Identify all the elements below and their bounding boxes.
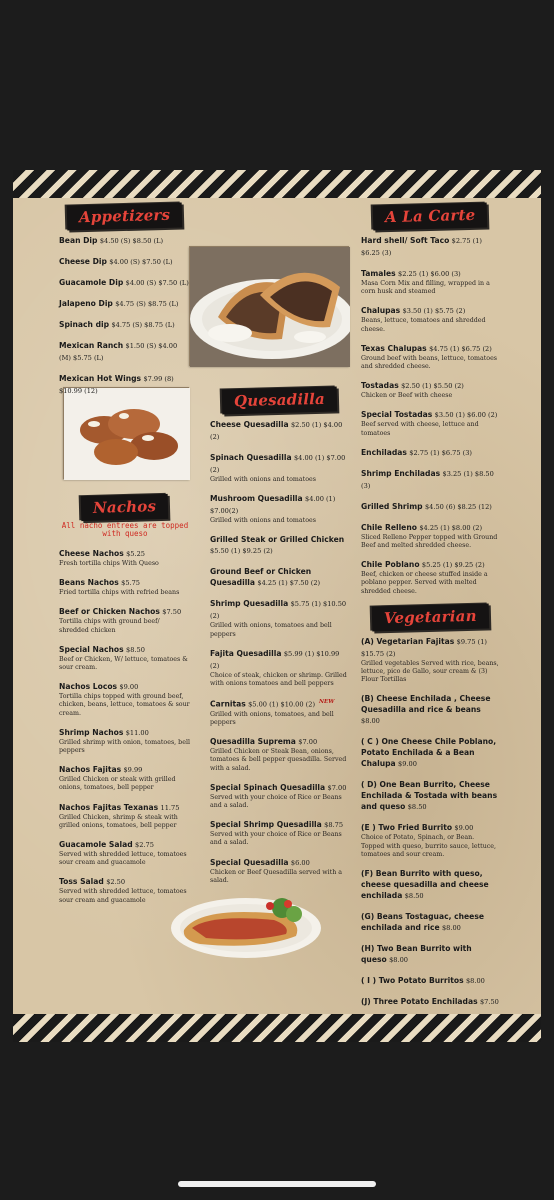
- menu-item: [361, 822, 499, 859]
- item-name: Nachos Locos: [59, 682, 118, 692]
- item-name: Grilled Shrimp: [361, 501, 423, 511]
- item-price: $2.75: [135, 841, 154, 850]
- item-name: Shrimp Quesadilla: [210, 599, 289, 609]
- menu-item: [210, 697, 348, 727]
- item-name: Special Spinach Quesadilla: [210, 782, 326, 792]
- menu-item: [59, 727, 191, 755]
- menu-item: [210, 857, 348, 885]
- item-price: $5.25 (1) $9.25 (2): [421, 561, 485, 570]
- item-price: $7.50: [479, 998, 499, 1007]
- item-price: $9.99: [123, 766, 143, 775]
- item-description: Served with your choice of Rice or Beans and a salad.: [210, 793, 342, 809]
- appetizers-list: [59, 235, 191, 397]
- menu-item: [210, 534, 348, 557]
- item-price: $4.75 (1) $6.75 (2): [429, 344, 492, 353]
- item-price: $2.75 (1) $6.25 (3): [361, 237, 482, 257]
- item-description: Grilled with onions and tomatoes: [210, 517, 316, 525]
- item-description: Masa Corn Mix and filling, wrapped in a corn husk and steamed: [361, 280, 490, 296]
- item-price: $2.50 (1) $4.00 (2): [210, 421, 343, 441]
- item-name: Nachos Fajitas Texanas: [59, 802, 159, 812]
- quesadilla-list: [210, 419, 348, 885]
- item-price: $9.00: [119, 683, 139, 692]
- menu-item: [361, 522, 499, 550]
- menu-item: [361, 693, 499, 727]
- item-price: $7.50: [162, 608, 182, 617]
- menu-item: [361, 868, 499, 902]
- item-price: $4.50 (6) $8.25 (12): [424, 502, 492, 511]
- menu-item: [59, 681, 191, 718]
- item-description: Tortilla chips with ground beef/ shredded chicken: [59, 618, 160, 634]
- item-name: ( C ) One Cheese Chile Poblano, Potato Enchilada & a Bean Chalupa: [361, 737, 497, 769]
- item-description: Sliced Relleno Pepper topped with Ground Beef and melted shredded cheese.: [361, 533, 498, 550]
- bottom-stripe-border: [13, 1014, 541, 1042]
- item-description: Fried tortilla chips with refried beans: [59, 589, 180, 597]
- middle-column: [210, 388, 348, 894]
- quesadilla-heading: Quesadilla: [221, 386, 337, 414]
- item-price: $4.75 (S) $8.75 (L): [115, 300, 179, 308]
- menu-item: [59, 319, 191, 331]
- item-name: Nachos Fajitas: [59, 765, 122, 775]
- item-description: Served with your choice of Rice or Beans and a salad.: [210, 831, 342, 847]
- item-price: $9.00: [398, 760, 417, 769]
- item-name: Hard shell/ Soft Taco: [361, 236, 450, 245]
- menu-item: [59, 577, 191, 597]
- item-description: Beef, chicken or cheese stuffed inside a poblano pepper. Served with melted shredded cheese.: [361, 571, 488, 595]
- nachos-heading: Nachos: [81, 494, 169, 521]
- menu-item: [59, 235, 191, 247]
- menu-item: [59, 548, 191, 568]
- item-price: $2.50 (1) $5.50 (2): [401, 382, 464, 391]
- burrito-image: [170, 892, 322, 960]
- menu-item: [361, 736, 499, 770]
- top-stripe-border: [13, 170, 541, 198]
- item-price: $9.00: [454, 824, 474, 833]
- item-description: Grilled Chicken or steak with grilled onions, tomatoes, bell pepper: [59, 776, 176, 792]
- item-name: Cheese Dip: [59, 257, 107, 266]
- item-description: Fresh tortilla chips With Queso: [59, 560, 159, 567]
- item-price: $3.25 (1) $8.50 (3): [361, 469, 494, 490]
- menu-item: [361, 409, 499, 437]
- menu-item: [210, 419, 348, 443]
- menu-item: [59, 839, 191, 867]
- menu-item: [361, 779, 499, 813]
- menu-item: [59, 764, 191, 792]
- item-description: Grilled vegetables Served with rice, beans, lettuce, pico de Gallo, sour cream & (3) Flour Tortillas: [361, 659, 499, 684]
- item-price: $1.50 (S) $4.00 (M) $5.75 (L): [59, 342, 178, 362]
- item-description: Choice of steak, chicken or shrimp. Grilled with onions tomatoes and bell peppers: [210, 671, 347, 688]
- appetizers-heading: Appetizers: [67, 202, 183, 230]
- item-name: (E ) Two Fried Burrito: [361, 823, 453, 833]
- item-name: Tostadas: [361, 381, 399, 391]
- item-description: Chicken or Beef Quesadilla served with a salad.: [210, 868, 343, 884]
- item-description: Chicken or Beef with cheese: [361, 392, 453, 400]
- menu-item: [361, 235, 499, 259]
- item-price: $4.25 (1) $8.00 (2): [419, 523, 483, 532]
- nachos-list: [59, 548, 191, 905]
- burrito-plate-photo: [170, 892, 322, 960]
- menu-item: [59, 644, 191, 672]
- menu-item: [361, 559, 499, 596]
- menu-item: [210, 566, 348, 589]
- item-name: Beef or Chicken Nachos: [59, 607, 160, 617]
- item-price: $2.50: [106, 878, 126, 887]
- menu-item: [210, 452, 348, 484]
- item-price: $9.75 (1) $15.75 (2): [361, 637, 487, 658]
- item-description: Ground beef with beans, lettuce, tomatoes and shredded cheese.: [361, 354, 498, 371]
- item-name: Chalupas: [361, 306, 401, 316]
- a-la-carte-heading: A La Carte: [372, 203, 487, 231]
- item-description: Grilled with onions, tomatoes, and bell peppers: [210, 710, 334, 726]
- item-name: Special Tostadas: [361, 410, 433, 420]
- menu-item: [361, 268, 499, 296]
- item-price: $2.25 (1) $6.00 (3): [398, 270, 461, 278]
- vegetarian-list: [361, 636, 499, 1029]
- item-name: Tamales: [361, 269, 396, 278]
- item-price: $5.50 (1) $9.25 (2): [210, 547, 273, 556]
- menu-item: [59, 340, 191, 364]
- item-price: $4.50 (S) $8.50 (L): [99, 237, 164, 245]
- item-description: Grilled Chicken, shrimp & steak with grilled onions, tomatoes, bell pepper: [59, 813, 178, 829]
- vegetarian-heading: Vegetarian: [371, 603, 488, 631]
- menu-item: [361, 468, 499, 492]
- item-price: $7.00: [298, 738, 318, 747]
- menu-item: [210, 782, 348, 810]
- item-name: Fajita Quesadilla: [210, 648, 282, 658]
- item-description: Beans, lettuce, tomatoes and shredded cheese.: [361, 317, 486, 333]
- item-name: (B) Cheese Enchilada , Cheese Quesadilla and rice & beans: [361, 694, 491, 715]
- menu-item: [59, 373, 191, 397]
- menu-item: [361, 343, 499, 371]
- menu-page: [13, 170, 541, 1042]
- menu-item: [361, 975, 499, 987]
- item-name: Cheese Quesadilla: [210, 420, 289, 429]
- item-price: $8.50: [404, 892, 424, 901]
- menu-item: [361, 447, 499, 459]
- menu-item: [59, 277, 191, 289]
- item-description: Grilled with onions, tomatoes and bell peppers: [210, 622, 332, 638]
- item-name: Quesadilla Suprema: [210, 737, 296, 747]
- item-description: Grilled shrimp with onion, tomatoes, bell peppers: [59, 738, 190, 755]
- item-name: Toss Salad: [59, 877, 104, 887]
- menu-item: [59, 802, 191, 830]
- item-name: (A) Vegetarian Fajitas: [361, 636, 455, 646]
- item-name: Bean Dip: [59, 236, 98, 245]
- menu-item: [59, 606, 191, 634]
- item-name: Cheese Nachos: [59, 549, 124, 558]
- new-tag: NEW: [319, 699, 335, 706]
- item-name: Mushroom Quesadilla: [210, 494, 303, 504]
- item-name: (J) Three Potato Enchiladas: [361, 997, 478, 1007]
- item-price: $7.00: [327, 783, 347, 792]
- item-name: Spinach dip: [59, 320, 110, 329]
- item-price: $5.00 (1) $10.00 (2): [248, 700, 316, 709]
- menu-item: [59, 256, 191, 268]
- menu-item: [59, 876, 191, 904]
- item-price: $7.99 (8) $10.99 (12): [59, 375, 174, 395]
- item-name: Special Nachos: [59, 644, 124, 654]
- item-price: $4.00 (S) $7.50 (L): [109, 258, 173, 266]
- item-name: Texas Chalupas: [361, 343, 427, 353]
- a-la-carte-list: [361, 235, 499, 596]
- item-price: 11.75: [160, 803, 180, 812]
- item-name: Guacamole Dip: [59, 278, 124, 287]
- item-price: $3.50 (1) $5.75 (2): [402, 307, 466, 316]
- item-price: $8.00: [361, 717, 380, 726]
- item-price: $8.00: [441, 924, 461, 933]
- item-name: Ground Beef or Chicken Quesadilla: [210, 567, 312, 588]
- item-price: $8.00: [389, 956, 408, 965]
- menu-item: [59, 298, 191, 310]
- item-price: $8.75: [324, 821, 344, 830]
- menu-item: [361, 996, 499, 1008]
- item-price: $3.50 (1) $6.00 (2): [434, 411, 498, 420]
- item-description: Served with shredded lettuce, tomatoes sour cream and guacamole: [59, 851, 187, 867]
- menu-item: [361, 911, 499, 934]
- item-price: $6.00: [290, 858, 310, 867]
- item-name: ( I ) Two Potato Burritos: [361, 976, 464, 986]
- item-name: Enchiladas: [361, 447, 407, 457]
- item-price: $8.50: [407, 803, 427, 812]
- item-price: $2.75 (1) $6.75 (3): [409, 448, 473, 457]
- item-name: (F) Bean Burrito with queso, cheese quesadilla and cheese enchilada: [361, 869, 489, 901]
- menu-item: [361, 305, 499, 333]
- tacos-image: [190, 247, 350, 367]
- menu-item: [210, 819, 348, 847]
- item-name: (G) Beans Tostaguac, cheese enchilada and rice: [361, 912, 484, 933]
- item-price: $5.75 (1) $10.50 (2): [210, 600, 347, 621]
- item-name: Mexican Hot Wings: [59, 374, 142, 383]
- item-price: $5.99 (1) $10.99 (2): [210, 649, 340, 670]
- item-price: $4.00 (1) $7.00 (2): [210, 454, 346, 474]
- item-name: Jalapeno Dip: [59, 299, 113, 308]
- item-name: (H) Two Bean Burrito with queso: [361, 944, 472, 965]
- menu-item: [361, 636, 499, 685]
- right-column: [361, 204, 499, 1038]
- item-name: Spinach Quesadilla: [210, 453, 292, 462]
- item-price: $4.25 (1) $7.50 (2): [257, 579, 321, 588]
- menu-item: [361, 380, 499, 400]
- item-description: Tortilla chips topped with ground beef, chicken, beans, lettuce, tomatoes & sour cream.: [59, 693, 190, 717]
- nachos-note: All nacho entrees are topped with queso: [61, 521, 189, 538]
- item-name: Grilled Steak or Grilled Chicken: [210, 535, 345, 545]
- item-name: Special Shrimp Quesadilla: [210, 820, 322, 830]
- item-description: Choice of Potato, Spinach, or Bean. Topped with queso, burrito sauce, lettuce, tomatoes and sour cream.: [361, 834, 497, 858]
- menu-item: [210, 598, 348, 638]
- item-price: $8.50: [126, 645, 145, 654]
- menu-item: [361, 943, 499, 966]
- menu-item: [210, 736, 348, 773]
- item-price: $8.00: [465, 977, 485, 986]
- home-indicator[interactable]: [178, 1181, 376, 1187]
- item-name: Mexican Ranch: [59, 341, 124, 350]
- menu-item: [210, 648, 348, 688]
- item-name: Beans Nachos: [59, 578, 119, 588]
- item-description: Beef served with cheese, lettuce and tomatoes: [361, 421, 479, 437]
- item-price: $4.00 (S) $7.50 (L): [125, 279, 189, 287]
- item-name: Special Quesadilla: [210, 857, 289, 867]
- item-description: Served with shredded lettuce, tomatoes sour cream and guacamole: [59, 888, 187, 904]
- item-price: $11.00: [125, 728, 149, 737]
- item-price: $5.75: [121, 579, 141, 588]
- item-name: ( D) One Bean Burrito, Cheese Enchilada & Tostada with beans and queso: [361, 780, 498, 812]
- item-name: Shrimp Enchiladas: [361, 468, 441, 478]
- menu-item: [361, 501, 499, 513]
- item-description: Grilled with onions and tomatoes: [210, 476, 316, 483]
- item-name: Guacamole Salad: [59, 840, 133, 850]
- item-price: $4.75 (S) $8.75 (L): [111, 321, 175, 329]
- item-name: Carnitas: [210, 699, 246, 709]
- menu-item: [210, 493, 348, 525]
- tacos-photo: [189, 246, 349, 366]
- item-name: Shrimp Nachos: [59, 727, 124, 737]
- item-price: $4.00 (1) $7.00(2): [210, 495, 336, 516]
- item-name: Chile Relleno: [361, 522, 417, 532]
- item-description: Beef or Chicken, W/ lettuce, tomatoes & sour cream.: [59, 655, 188, 672]
- item-price: $5.25: [126, 550, 145, 558]
- left-column: [59, 204, 191, 914]
- item-name: Chile Poblano: [361, 560, 420, 570]
- item-description: Grilled Chicken or Steak Bean, onions, tomatoes & bell pepper quesadilla. Served with a salad.: [210, 748, 347, 772]
